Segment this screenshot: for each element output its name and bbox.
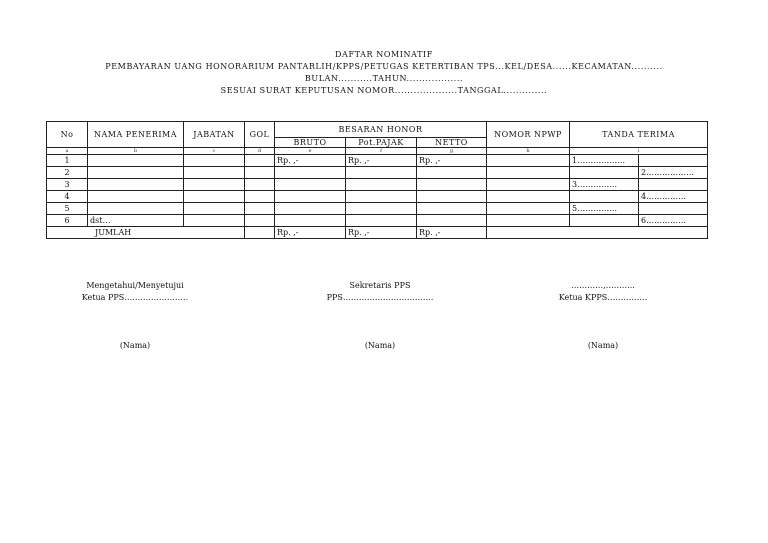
row-bruto: Rp. ,- xyxy=(275,155,346,167)
table-row xyxy=(47,167,708,179)
table-row xyxy=(47,179,708,191)
row-signature-right xyxy=(639,155,708,167)
sign-left-name: (Nama) xyxy=(119,341,151,350)
row-bruto xyxy=(275,191,346,203)
sign-left-line2: Ketua PPS…………………… xyxy=(81,293,189,302)
table-row xyxy=(47,203,708,215)
letter-d: d xyxy=(245,148,275,155)
row-signature-left: 3…………… xyxy=(570,179,639,191)
row-nama xyxy=(88,203,184,215)
row-jabatan xyxy=(184,155,245,167)
col-header-npwp: NOMOR NPWP xyxy=(487,122,570,148)
row-signature-left xyxy=(570,215,639,227)
row-netto: Rp. ,- xyxy=(417,155,487,167)
row-nama xyxy=(88,155,184,167)
col-header-no: No xyxy=(47,122,88,148)
letter-i: i xyxy=(570,148,708,155)
row-signature-right: 6…………… xyxy=(639,215,708,227)
row-netto xyxy=(417,167,487,179)
sign-middle-line1: Sekretaris PPS xyxy=(349,281,411,290)
row-npwp xyxy=(487,167,570,179)
row-no: 5 xyxy=(47,203,88,215)
row-pajak xyxy=(346,203,417,215)
row-npwp xyxy=(487,215,570,227)
letter-g: g xyxy=(417,148,487,155)
row-npwp xyxy=(487,155,570,167)
row-no: 1 xyxy=(47,155,88,167)
row-no: 2 xyxy=(47,167,88,179)
row-netto xyxy=(417,179,487,191)
row-signature-left: 5…………… xyxy=(570,203,639,215)
letter-e: e xyxy=(275,148,346,155)
row-pajak xyxy=(346,215,417,227)
doc-title: DAFTAR NOMINATIF xyxy=(335,50,433,59)
sign-middle-name: (Nama) xyxy=(364,341,396,350)
row-nama xyxy=(88,179,184,191)
nominative-table xyxy=(46,121,708,239)
row-gol xyxy=(245,215,275,227)
total-label: JUMLAH xyxy=(47,227,245,239)
doc-decree-line: SESUAI SURAT KEPUTUSAN NOMOR....................TANGGAL.............. xyxy=(220,86,548,95)
row-pajak xyxy=(346,167,417,179)
row-bruto xyxy=(275,203,346,215)
row-npwp xyxy=(487,179,570,191)
row-gol xyxy=(245,203,275,215)
row-npwp xyxy=(487,203,570,215)
total-pajak: Rp. ,- xyxy=(346,227,417,239)
total-netto: Rp. ,- xyxy=(417,227,487,239)
row-gol xyxy=(245,167,275,179)
row-bruto xyxy=(275,179,346,191)
row-netto xyxy=(417,203,487,215)
row-jabatan xyxy=(184,215,245,227)
sign-left-line1: Mengetahui/Menyetujui xyxy=(86,281,184,290)
sign-right-name: (Nama) xyxy=(587,341,619,350)
col-header-gol: GOL xyxy=(245,122,275,148)
total-empty xyxy=(487,227,708,239)
row-signature-left xyxy=(570,191,639,203)
row-gol xyxy=(245,191,275,203)
table-row xyxy=(47,155,708,167)
row-pajak xyxy=(346,191,417,203)
col-header-jabatan: JABATAN xyxy=(184,122,245,148)
row-signature-right: 2……………… xyxy=(639,167,708,179)
letter-c: c xyxy=(184,148,245,155)
col-header-besaran-honor: BESARAN HONOR xyxy=(275,122,487,138)
col-header-nama: NAMA PENERIMA xyxy=(88,122,184,148)
row-jabatan xyxy=(184,179,245,191)
doc-subtitle: PEMBAYARAN UANG HONORARIUM PANTARLIH/KPPS/PETUGAS KETERTIBAN TPS...KEL/DESA......KECAMATAN.......... xyxy=(105,62,663,71)
total-row xyxy=(47,227,708,239)
total-gol xyxy=(245,227,275,239)
row-jabatan xyxy=(184,167,245,179)
col-header-pajak: Pot.PAJAK xyxy=(346,138,417,148)
row-signature-right xyxy=(639,203,708,215)
row-pajak: Rp. ,- xyxy=(346,155,417,167)
row-signature-right xyxy=(639,179,708,191)
total-bruto: Rp. ,- xyxy=(275,227,346,239)
row-pajak xyxy=(346,179,417,191)
col-header-tanda-terima: TANDA TERIMA xyxy=(570,122,708,148)
col-header-netto: NETTO xyxy=(417,138,487,148)
table-row xyxy=(47,215,708,227)
letter-h: h xyxy=(487,148,570,155)
sign-right-line1: …………,……….. xyxy=(571,281,635,290)
letter-b: b xyxy=(88,148,184,155)
row-bruto xyxy=(275,215,346,227)
row-netto xyxy=(417,191,487,203)
col-header-bruto: BRUTO xyxy=(275,138,346,148)
row-bruto xyxy=(275,167,346,179)
row-nama: dst… xyxy=(88,215,184,227)
row-npwp xyxy=(487,191,570,203)
row-no: 6 xyxy=(47,215,88,227)
sign-right-line2: Ketua KPPS…………… xyxy=(558,293,648,302)
row-jabatan xyxy=(184,191,245,203)
sign-middle-line2: PPS……………………………. xyxy=(326,293,434,302)
row-nama xyxy=(88,167,184,179)
letter-a: a xyxy=(47,148,88,155)
row-signature-left xyxy=(570,167,639,179)
table-row xyxy=(47,191,708,203)
doc-period-line: BULAN...........TAHUN.................. xyxy=(304,74,464,83)
row-gol xyxy=(245,155,275,167)
row-jabatan xyxy=(184,203,245,215)
row-gol xyxy=(245,179,275,191)
row-signature-left: 1……………… xyxy=(570,155,639,167)
letter-f: f xyxy=(346,148,417,155)
row-no: 3 xyxy=(47,179,88,191)
row-netto xyxy=(417,215,487,227)
row-signature-right: 4…………… xyxy=(639,191,708,203)
column-letter-row xyxy=(47,148,708,155)
row-no: 4 xyxy=(47,191,88,203)
row-nama xyxy=(88,191,184,203)
